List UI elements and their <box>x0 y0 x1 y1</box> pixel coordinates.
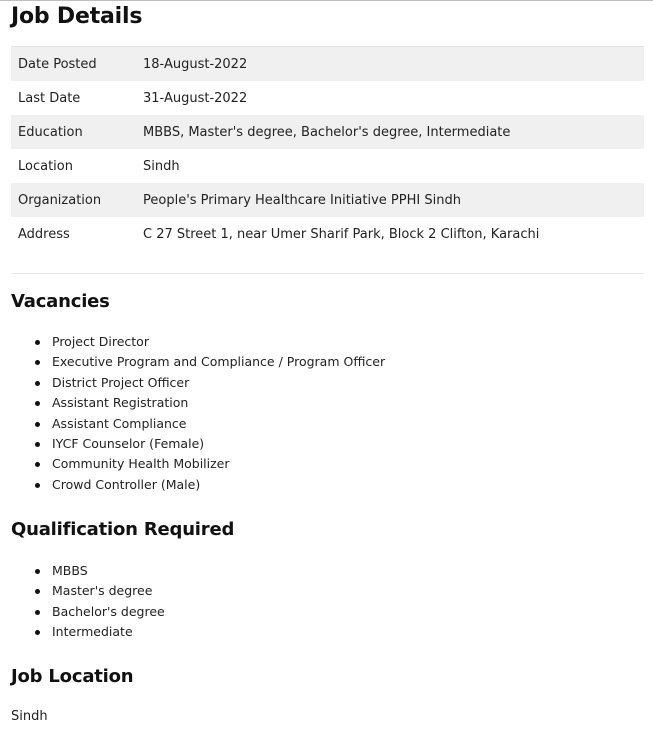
bullet-icon <box>35 589 40 594</box>
detail-value: 31-August-2022 <box>143 90 248 106</box>
vacancy-label: Executive Program and Compliance / Program Officer <box>52 354 386 370</box>
list-item <box>33 373 385 393</box>
detail-value: Sindh <box>143 158 180 174</box>
vacancy-label: Crowd Controller (Male) <box>52 476 201 492</box>
list-item <box>33 561 165 581</box>
table-row <box>11 183 644 217</box>
bullet-icon <box>35 442 40 447</box>
table-row <box>11 149 644 183</box>
detail-value: C 27 Street 1, near Umer Sharif Park, Block 2 Clifton, Karachi <box>143 226 540 242</box>
vacancy-label: Community Health Mobilizer <box>52 456 230 472</box>
vacancy-label: District Project Officer <box>52 374 190 390</box>
bullet-icon <box>35 381 40 386</box>
qualification-list <box>33 561 165 643</box>
list-item <box>33 414 385 434</box>
vacancy-label: Project Director <box>52 334 149 349</box>
qualification-label: Intermediate <box>52 624 133 640</box>
section-divider <box>11 273 644 274</box>
bullet-icon <box>35 401 40 406</box>
list-item <box>33 352 385 372</box>
detail-value: MBBS, Master's degree, Bachelor's degree, Intermediate <box>143 115 644 149</box>
table-row <box>11 115 644 149</box>
bullet-icon <box>35 360 40 365</box>
bullet-icon <box>35 462 40 467</box>
bullet-icon <box>35 422 40 427</box>
detail-label: Location <box>18 158 73 174</box>
list-item <box>33 434 385 454</box>
qualification-label: Bachelor's degree <box>52 603 165 619</box>
list-item <box>33 332 385 352</box>
list-item <box>33 622 165 642</box>
vacancies-list <box>33 332 385 495</box>
page-title: Job Details <box>11 4 143 29</box>
bullet-icon <box>35 630 40 635</box>
table-row <box>11 47 644 82</box>
list-item <box>33 475 385 495</box>
vacancy-label: Assistant Compliance <box>52 415 187 431</box>
list-item <box>33 602 165 622</box>
bullet-icon <box>35 610 40 615</box>
list-item <box>33 393 385 413</box>
list-item <box>33 581 165 601</box>
detail-value: 18-August-2022 <box>143 47 644 82</box>
detail-label: Date Posted <box>11 47 143 82</box>
detail-label: Education <box>11 115 143 149</box>
detail-label: Address <box>18 226 70 242</box>
table-row <box>11 217 644 251</box>
table-row <box>11 81 644 115</box>
detail-value: People's Primary Healthcare Initiative PPHI Sindh <box>143 183 644 217</box>
job-location-value: Sindh <box>11 709 48 724</box>
vacancies-heading: Vacancies <box>11 291 110 312</box>
detail-label: Last Date <box>18 90 81 106</box>
qualification-label: MBBS <box>52 563 88 578</box>
detail-label: Organization <box>11 183 143 217</box>
qualification-heading: Qualification Required <box>11 519 235 540</box>
job-location-heading: Job Location <box>11 666 134 687</box>
qualification-label: Master's degree <box>52 583 153 599</box>
vacancy-label: Assistant Registration <box>52 395 189 411</box>
list-item <box>33 454 385 474</box>
vacancy-label: IYCF Counselor (Female) <box>52 435 205 451</box>
bullet-icon <box>35 569 40 574</box>
job-details-table <box>11 46 644 251</box>
bullet-icon <box>35 483 40 488</box>
top-border <box>0 0 653 1</box>
bullet-icon <box>35 340 40 345</box>
